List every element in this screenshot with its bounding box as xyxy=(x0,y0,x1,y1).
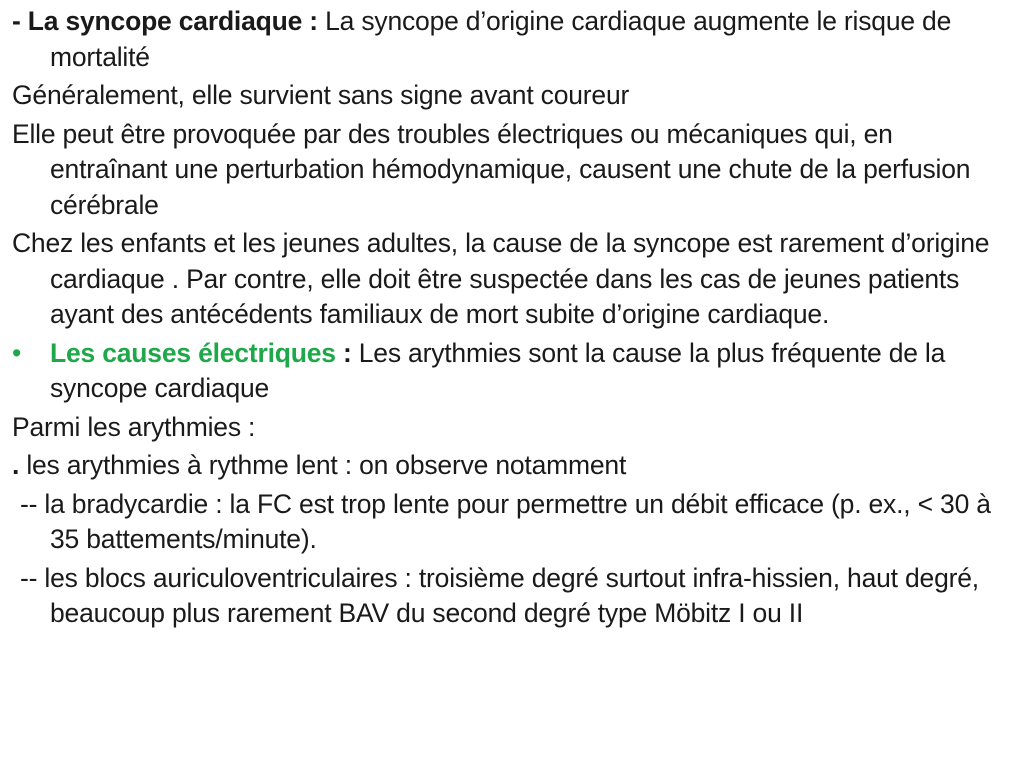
heading-causes-electriques: Les causes électriques xyxy=(50,337,336,368)
paragraph-bradycardie xyxy=(12,487,1010,558)
paragraph-rythme-lent xyxy=(12,448,1010,484)
text-blocs-av: -- les blocs auriculoventriculaires : troisième degré surtout infra-hissien, haut degré, beaucoup plus rarement BAV du second degré type Möbitz I ou II xyxy=(20,562,979,628)
text-generalement: Généralement, elle survient sans signe avant coureur xyxy=(12,80,630,110)
text-causes-electriques: Les arythmies sont la cause la plus fréquente de la syncope cardiaque xyxy=(50,337,946,403)
bullet-causes-electriques xyxy=(12,336,1010,407)
paragraph-generalement xyxy=(12,78,1010,114)
dot-rythme-lent: . xyxy=(12,450,20,480)
text-enfants: Chez les enfants et les jeunes adultes, la cause de la syncope est rarement d’origine cardiaque . Par contre, elle doit être suspectée dans les cas de jeunes patients ayant des antécédents familiaux de mort subite d’origine cardiaque. xyxy=(12,228,990,329)
paragraph-blocs-av xyxy=(12,561,1010,632)
text-parmi: Parmi les arythmies : xyxy=(12,411,256,442)
text-bradycardie: -- la bradycardie : la FC est trop lente pour permettre un débit efficace (p. ex., < 30 à 35 battements/minute). xyxy=(20,488,991,554)
text-syncope-cardiaque: La syncope d’origine cardiaque augmente le risque de mortalité xyxy=(50,6,952,72)
heading-syncope-cardiaque: - La syncope cardiaque : xyxy=(12,6,318,36)
paragraph-troubles xyxy=(12,117,1010,224)
bullet-icon: • xyxy=(12,337,22,368)
paragraph-parmi xyxy=(12,410,1010,446)
paragraph-syncope-cardiaque xyxy=(12,4,1010,75)
text-troubles: Elle peut être provoquée par des troubles électriques ou mécaniques qui, en entraînant une perturbation hémodynamique, causent une chute de la perfusion cérébrale xyxy=(12,118,971,220)
colon-causes-electriques: : xyxy=(335,337,352,368)
paragraph-enfants xyxy=(12,226,1010,333)
text-rythme-lent: les arythmies à rythme lent : on observe notamment xyxy=(19,450,627,480)
